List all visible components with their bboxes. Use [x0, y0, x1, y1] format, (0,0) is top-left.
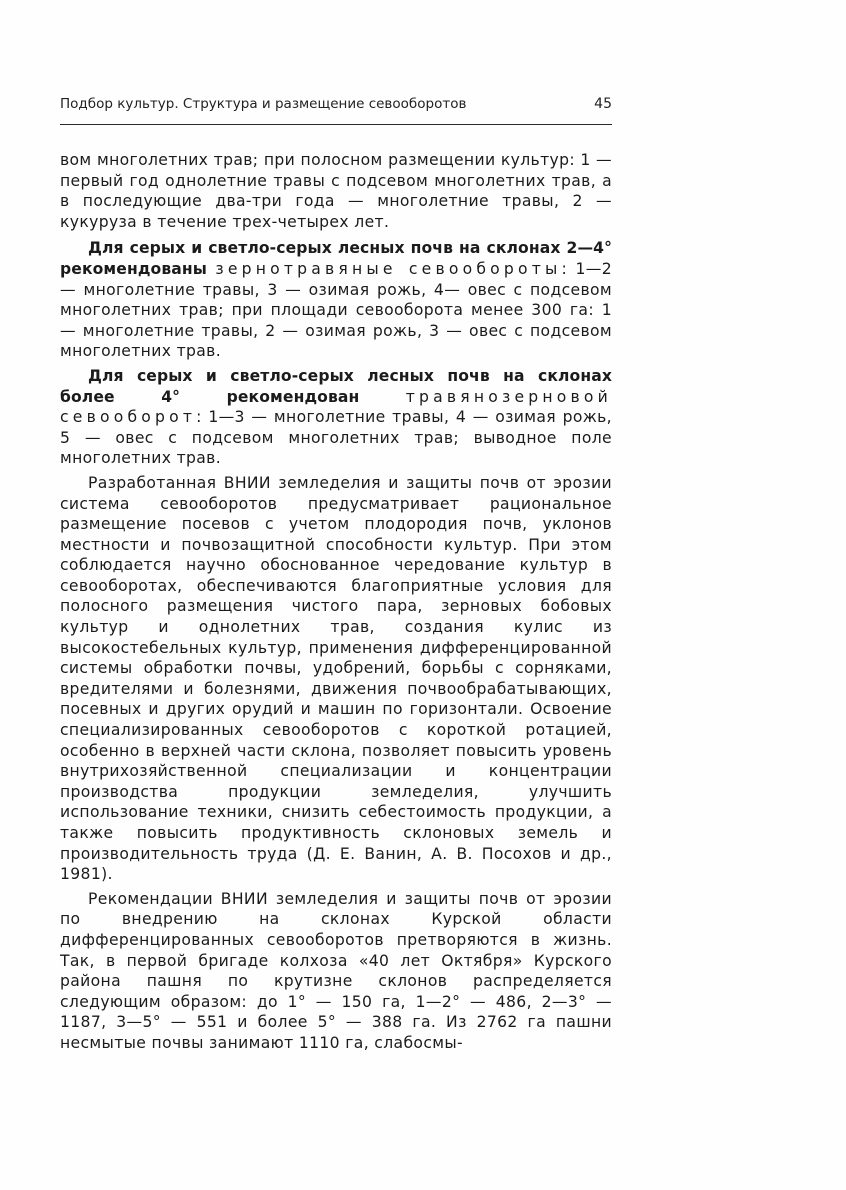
paragraph-recommendation-2-4 — [60, 238, 612, 362]
running-header-title: Подбор культур. Структура и размещение севооборотов — [60, 96, 467, 112]
paragraph-continued: вом многолетних трав; при полосном размещении культур: 1 — первый год однолетние травы с подсевом многолетних трав, а в последующие два-три года — многолетние травы, 2 — кукуруза в течение трех-четырех лет. — [60, 151, 612, 231]
paragraph-lead-bold: Для серых и светло-серых лесных почв на склонах более 4° рекомендован — [60, 366, 612, 406]
page-number: 45 — [594, 96, 612, 112]
paragraph-rest: : 1—2 — многолетние травы, 3 — озимая рожь, 4— овес с подсевом многолетних трав; при площади севооборота менее 300 га: 1 — многолетние травы, 2 — озимая рожь, 3 — овес с подсевом многолетних трав. — [60, 259, 612, 361]
paragraph-lead-bold: Для серых и светло-серых лесных почв на склонах 2—4° рекомендованы — [60, 239, 612, 278]
running-header — [60, 92, 612, 118]
crop-rotation-term: травянозерновой севооборот — [60, 387, 612, 427]
paragraph-system-description: Разработанная ВНИИ земледелия и защиты почв от эрозии система севооборотов предусматривает рациональное размещение посевов с учетом плодородия почв, уклонов местности и почвозащитной способности культур. При этом соблюдается научно обоснованное чередование культур в севооборотах, обеспечиваются благоприятные условия для полосного размещения чистого пара, зерновых бобовых культур и однолетних трав, создания кулис из высокостебельных культур, применения дифференцированной системы обработки почвы, удобрений, борьбы с сорняками, вредителями и болезнями, движения почвообрабатывающих, посевных и других орудий и машин по горизонтали. Освоение специализированных севооборотов с короткой ротацией, особенно в верхней части склона, позволяет повысить уровень внутрихозяйственной специализации и концентрации производства продукции земледелия, улучшить использование техники, снизить себестоимость продукции, а также повысить продуктивность склоновых земель и производительность труда (Д. Е. Ванин, А. В. Посохов и др., 1981). — [60, 473, 612, 884]
paragraph-rest: : 1—3 — многолетние травы, 4 — озимая рожь, 5 — овес с подсевом многолетних трав; выводное поле многолетних трав. — [60, 408, 612, 468]
header-rule — [60, 124, 612, 125]
crop-rotation-term: зернотравяные севообороты — [215, 259, 562, 278]
paragraph-kursk-example: Рекомендации ВНИИ земледелия и защиты почв от эрозии по внедрению на склонах Курской области дифференцированных севооборотов претворяются в жизнь. Так, в первой бригаде колхоза «40 лет Октября» Курского района пашня по крутизне склонов распределяется следующим образом: до 1° — 150 га, 1—2° — 486, 2—3° — 1187, 3—5° — 551 и более 5° — 388 га. Из 2762 га пашни несмытые почвы занимают 1110 га, слабосмы- — [60, 889, 612, 1052]
body-text — [60, 150, 612, 1058]
paragraph-recommendation-over-4 — [60, 366, 612, 469]
